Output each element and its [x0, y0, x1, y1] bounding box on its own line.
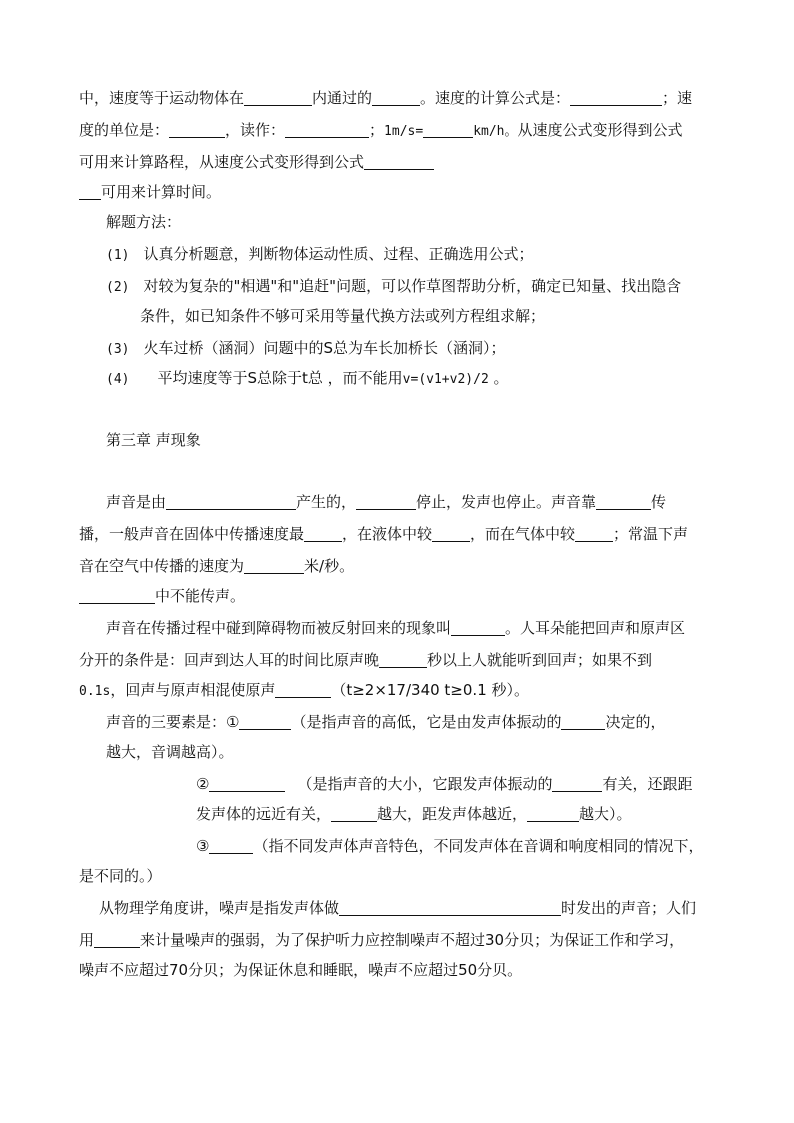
item-text: 对较为复杂的"相遇"和"追赶"问题，可以作草图帮助分析，确定已知量、找出隐含 [143, 277, 682, 295]
text: 用 [79, 931, 95, 949]
blank [275, 681, 331, 698]
text: ，回声与原声相混使原声 [110, 681, 276, 699]
text: 度的单位是： [79, 121, 170, 139]
p1-line-1 [106, 492, 666, 512]
p1-line-3 [79, 556, 354, 576]
method-item-2 [106, 276, 681, 298]
blank [575, 525, 613, 542]
blank [570, 89, 662, 106]
text: （是指声音的大小，它跟发声体振动的 [297, 775, 553, 793]
item-text: 火车过桥（涵洞）问题中的S总为车长加桥长（涵洞）； [143, 339, 506, 357]
p4-line-1 [99, 898, 696, 918]
blank [561, 713, 605, 730]
item-text: 平均速度等于S总除于t总 ，而不能用 [157, 369, 403, 387]
chapter-title: 第三章 声现象 [106, 431, 201, 449]
text: 中，速度等于运动物体在 [79, 89, 245, 107]
blank [379, 651, 427, 668]
text: 。速度的计算公式是： [420, 89, 571, 107]
blank [451, 619, 505, 636]
blank [209, 775, 285, 792]
p1-line-2 [79, 524, 688, 544]
p1-line-4 [79, 586, 245, 606]
text: 是不同的。） [79, 867, 162, 885]
text: 传 [651, 493, 667, 511]
p4-line-2 [79, 930, 684, 950]
text: 音在空气中传播的速度为 [79, 557, 245, 575]
p2-line-2 [79, 650, 652, 670]
text: 播，一般声音在固体中传播速度最 [79, 525, 305, 543]
p2-line-1 [106, 618, 685, 638]
text: 决定的， [605, 713, 666, 731]
text: 。人耳朵能把回声和原声区 [505, 619, 686, 637]
p2-line-3 [79, 680, 529, 702]
item-number: (1) [106, 248, 130, 263]
text: 来计量噪声的强弱，为了保护听力应控制噪声不超过30分贝；为保证工作和学习， [140, 931, 685, 949]
text: 从速度公式变形得到公式 [517, 121, 683, 139]
speed-line-2 [79, 120, 683, 142]
p3-line-3 [196, 774, 692, 794]
text: （是指声音的高低，它是由发声体振动的 [291, 713, 562, 731]
text: ，读作： [225, 121, 286, 139]
text: 发声体的远近有关， [196, 805, 332, 823]
blank [339, 899, 561, 916]
speed-line-3 [79, 152, 434, 172]
text: ； [369, 121, 385, 139]
item-number: (3) [106, 342, 130, 357]
p3-line-1 [106, 712, 665, 732]
method-item-1 [106, 244, 534, 266]
blank [432, 525, 470, 542]
text: 有关，还跟距 [602, 775, 693, 793]
text: 停止，发声也停止。声音靠 [416, 493, 597, 511]
blank [527, 805, 579, 822]
unit-conversion: 1m/s= [384, 124, 424, 139]
blank [166, 493, 296, 510]
p3-line-2 [106, 742, 234, 762]
blank [244, 89, 312, 106]
blank [596, 493, 651, 510]
blank [79, 587, 155, 604]
value: 0.1s [79, 684, 111, 699]
blank [331, 805, 377, 822]
blank [94, 931, 140, 948]
method-item-2-cont: 条件，如已知条件不够可采用等量代换方法或列方程组求解； [140, 307, 546, 325]
blank [423, 121, 473, 138]
blank [239, 713, 291, 730]
item-text: 认真分析题意，判断物体运动性质、过程、正确选用公式； [143, 245, 534, 263]
item-text: 。 [488, 369, 509, 387]
blank [364, 153, 434, 170]
blank [244, 557, 304, 574]
blank [552, 775, 602, 792]
p3-line-6 [79, 866, 162, 886]
text: 噪声不应超过70分贝；为保证休息和睡眠，噪声不应超过50分贝。 [79, 961, 523, 979]
speed-line-1 [79, 88, 692, 108]
formula: v=(v1+v2)/2 [402, 372, 489, 387]
text: 秒以上人就能听到回声；如果不到 [427, 651, 653, 669]
speed-line-4 [79, 182, 221, 202]
text: 声音是由 [106, 493, 167, 511]
text: 从物理学角度讲，噪声是指发声体做 [99, 899, 340, 917]
unit: km/h。 [473, 124, 518, 139]
text: 越大，距发声体越近， [377, 805, 528, 823]
blank [356, 493, 416, 510]
text: 越大，音调越高）。 [106, 743, 234, 761]
blank [372, 89, 420, 106]
text: ，而在气体中较 [470, 525, 576, 543]
text: 可用来计算时间。 [101, 183, 222, 201]
blank [209, 837, 253, 854]
item-number: (4) [106, 372, 130, 387]
methods-heading: 解题方法： [106, 213, 182, 231]
text: ③ [196, 837, 210, 855]
blank [304, 525, 342, 542]
text: 可用来计算路程，从速度公式变形得到公式 [79, 153, 365, 171]
text: 声音的三要素是：① [106, 713, 240, 731]
text: 时发出的声音；人们 [561, 899, 697, 917]
text: 越大）。 [579, 805, 632, 823]
blank [285, 121, 369, 138]
item-number: (2) [106, 280, 130, 295]
text: 声音在传播过程中碰到障碍物而被反射回来的现象叫 [106, 619, 452, 637]
method-item-3 [106, 338, 506, 360]
p3-line-5 [196, 836, 703, 856]
p4-line-3 [79, 960, 522, 980]
text: ② [196, 775, 210, 793]
text: （t≥2×17/340 t≥0.1 秒）。 [331, 681, 530, 699]
text: 米/秒。 [304, 557, 355, 575]
text: ，在液体中较 [342, 525, 433, 543]
text: ；常温下声 [613, 525, 689, 543]
p3-line-4 [196, 804, 632, 824]
text: ；速 [662, 89, 693, 107]
text: 内通过的 [312, 89, 373, 107]
text: 产生的， [296, 493, 357, 511]
text: （指不同发声体声音特色，不同发声体在音调和响度相同的情况下， [253, 837, 704, 855]
blank [79, 183, 101, 200]
text: 中不能传声。 [155, 587, 246, 605]
blank [169, 121, 225, 138]
method-item-4 [106, 368, 509, 390]
text: 分开的条件是：回声到达人耳的时间比原声晚 [79, 651, 380, 669]
